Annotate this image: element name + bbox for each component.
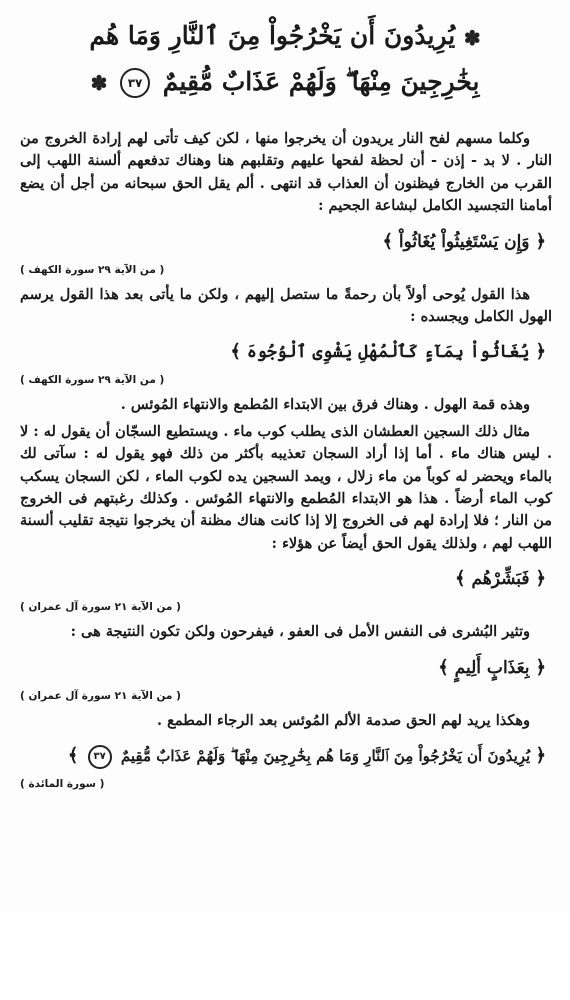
page-body: [20, 128, 552, 798]
bracket-close: ﴾: [230, 341, 241, 363]
bracket-open: ﴿: [535, 656, 546, 678]
paragraph: وكلما مسهم لفح النار يريدون أن يخرجوا منها ، لكن كيف تأتى لهم إرادة الخروج من النار . لا بد - إذن - أن لحظة لفحها عليهم وتقلبهم هنا وهناك تدفعهم ألسنة اللهب إلى القرب من الخارج فيظنون أن العذاب قد انتهى . ألم يقل الحق سبحانه من أجل أن يضع أمامنا التجسيد الكامل لبشاعة الجحيم :: [20, 130, 552, 215]
quran-quote: [20, 654, 552, 682]
ornament-icon: ✽: [90, 71, 108, 95]
verse-reference: ( سورة المائدة ): [20, 778, 105, 791]
header-verse-line-2: [60, 60, 510, 106]
bracket-close: ﴾: [67, 745, 79, 767]
bracket-close: ﴾: [438, 656, 449, 678]
header-verse-line-1: [60, 14, 510, 60]
paragraph: وتثير البُشرى فى النفس الأمل فى العفو ، فيفرحون ولكن تكون النتيجة هى :: [70, 623, 530, 641]
paragraph: وهذه قمة الهول . وهناك فرق بين الابتداء المُطمع والانتهاء المُوئس .: [120, 396, 530, 414]
verse-reference: ( من الآية ٢١ سورة آل عمران ): [20, 689, 181, 702]
bracket-open: ﴿: [535, 341, 546, 363]
paragraph: مثال ذلك السجين العطشان الذى يطلب كوب ماء . ويستطيع السجّان أن يقول له : لا . ليس هناك ماء . أما إذا أراد السجان تعذيبه بأكثر من ذلك فهو يقول له : سآتى لك بالماء ويحضر له كوباً من ماء زلال ، ويمد السجين يده لكوب الماء ، لكن السجان يسكب كوب الماء أرضاً . هذا هو الابتداء المُطمع والانتهاء المُوئس . وكذلك رغبتهم فى الخروج من النار ؛ فلا إرادة لهم فى الخروج إلا إذا كانت هناك مظنة أن يخرجوا نتيجة تقليب ألسنة اللهب لهم ، ولذلك يقول الحق أيضاً عن هؤلاء :: [20, 422, 552, 552]
verse-reference: ( من الآية ٢٩ سورة الكهف ): [20, 374, 165, 387]
quran-quote: [20, 228, 552, 256]
ornament-icon: ✽: [463, 25, 481, 50]
quote-text: فَبَشِّرْهُم: [471, 569, 530, 590]
quote-text: وَإِن يَسْتَغِيثُواْ يُغَاثُواْ: [398, 231, 530, 252]
verse-reference: ( من الآية ٢١ سورة آل عمران ): [20, 601, 181, 614]
bracket-close: ﴾: [382, 230, 393, 252]
quote-text: يُغَاثُواْ بِمَآءٍ كَٱلْمُهْلِ يَشْوِى ٱلْوُجُوهَ: [246, 342, 530, 363]
bracket-open: ﴿: [535, 745, 546, 767]
verse-header: [60, 14, 510, 114]
quote-text: بِعَذَابٍ أَلِيمٍ: [454, 657, 530, 678]
quran-quote: [20, 565, 552, 593]
header-verse-text-2: بِخَٰرِجِينَ مِنْهَا ۖ وَلَهُمْ عَذَابٌ مُّقِيمٌ: [162, 66, 480, 96]
quran-quote: [20, 338, 552, 366]
bracket-open: ﴿: [535, 568, 546, 590]
verse-number-badge: ٣٧: [120, 68, 150, 98]
verse-reference: ( من الآية ٢٩ سورة الكهف ): [20, 263, 165, 276]
quote-text: يُرِيدُونَ أَن يَخْرُجُواْ مِنَ ٱلنَّارِ وَمَا هُم بِخَٰرِجِينَ مِنْهَا ۖ وَلَهُمْ عَذَابٌ مُّقِيمٌ: [120, 747, 531, 766]
quran-quote: [20, 742, 552, 770]
header-verse-text-1: يُرِيدُونَ أَن يَخْرُجُواْ مِنَ ٱلنَّارِ وَمَا هُم: [89, 21, 456, 50]
bracket-open: ﴿: [535, 230, 546, 252]
paragraph: وهكذا يريد لهم الحق صدمة الألم المُوئس بعد الرجاء المطمع .: [157, 711, 530, 729]
bracket-close: ﴾: [454, 568, 466, 590]
verse-number-badge: ٣٧: [88, 745, 112, 769]
paragraph: هذا القول يُوحى أولاً بأن رحمةً ما ستصل إليهم ، ولكن ما يأتى بعد هذا القول يرسم الهول الكامل ويجسده :: [20, 285, 552, 326]
